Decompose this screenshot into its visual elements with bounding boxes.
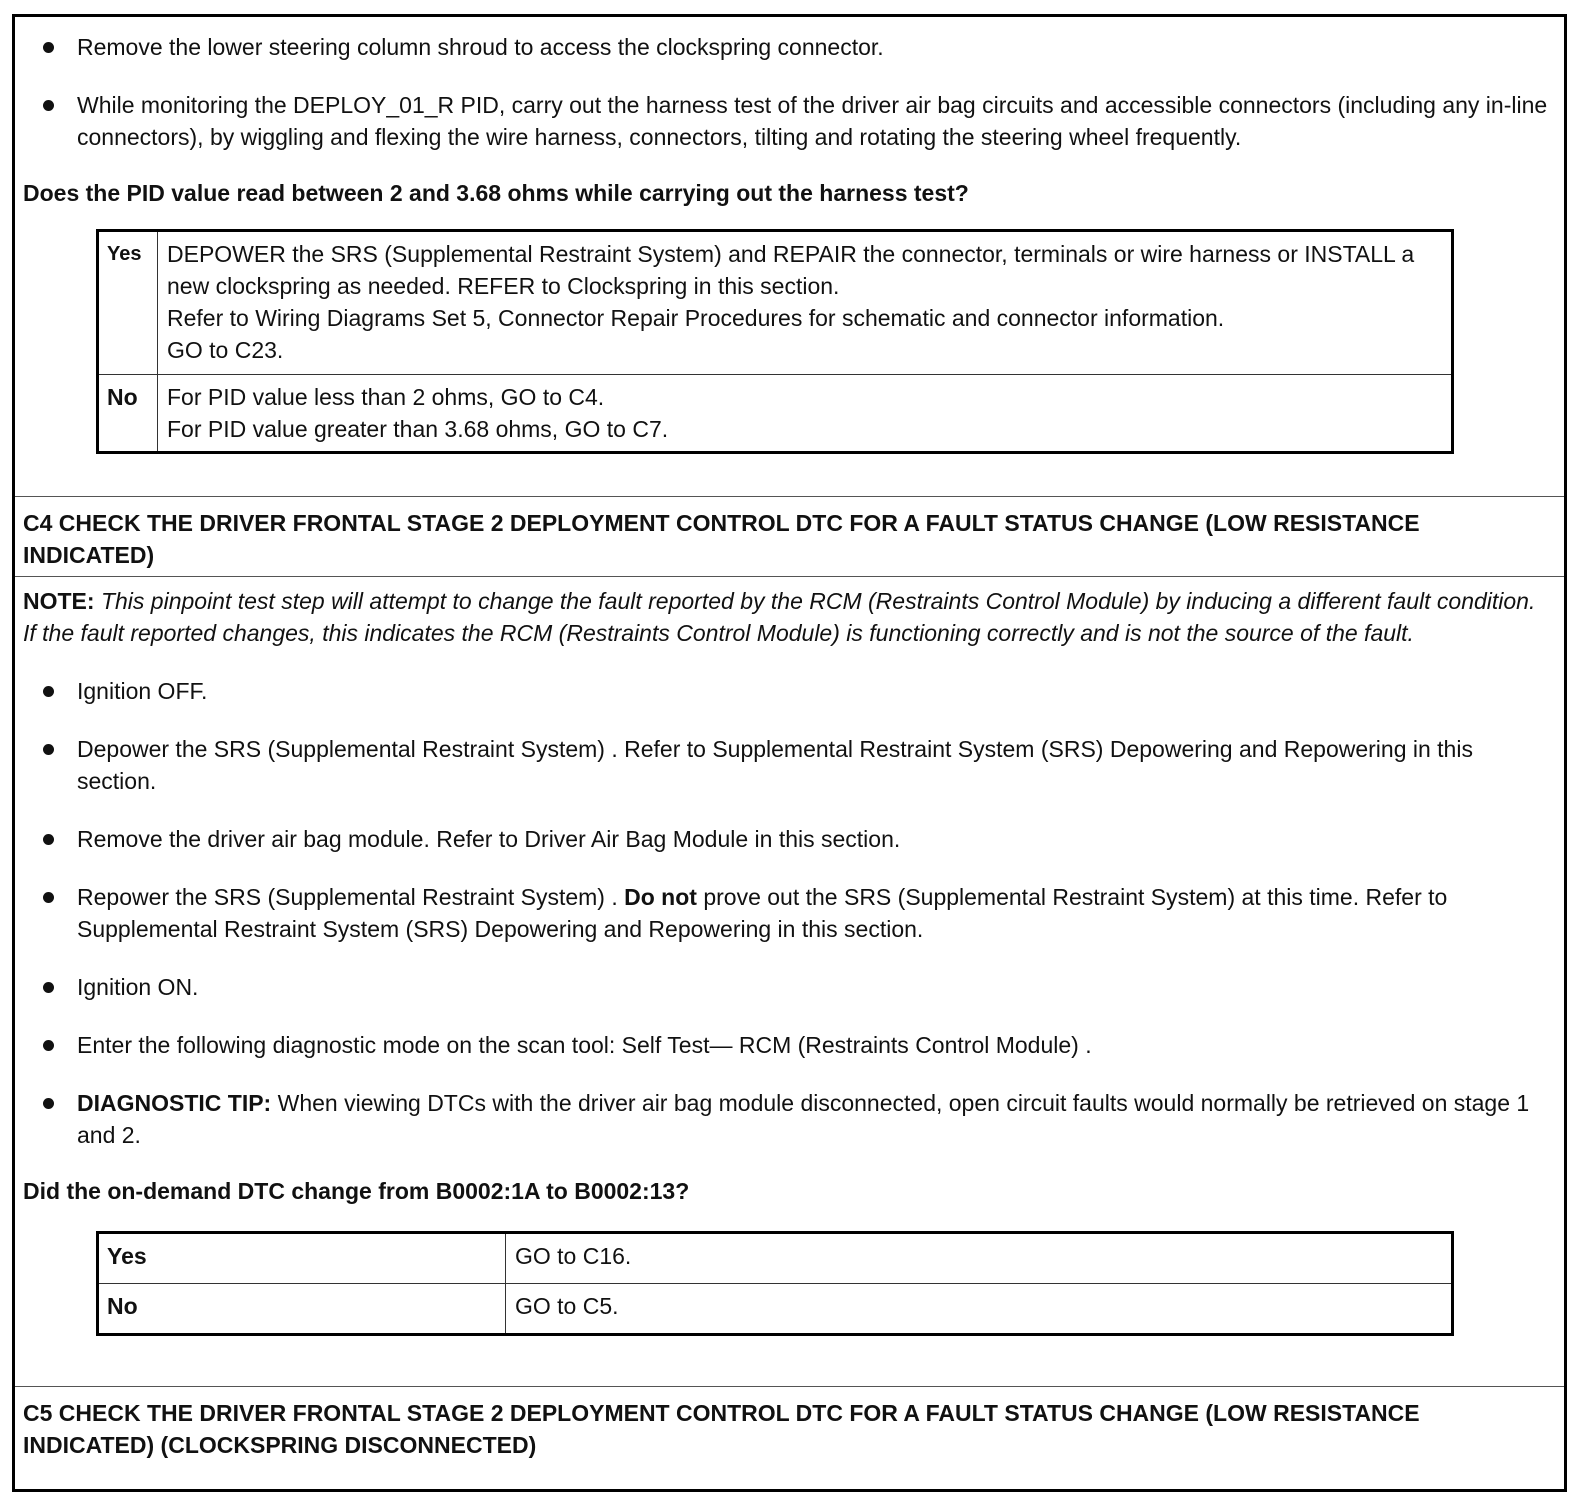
step-repower-srs	[15, 881, 1564, 945]
answer-no-label: No	[98, 375, 158, 453]
yes-line-wiring: Refer to Wiring Diagrams Set 5, Connector Repair Procedures for schematic and connector information.	[167, 305, 1225, 331]
answer-yes-label: Yes	[98, 1233, 506, 1284]
step-remove-airbag: Remove the driver air bag module. Refer to Driver Air Bag Module in this section.	[15, 823, 1564, 855]
no-line-greater: For PID value greater than 3.68 ohms, GO to C7.	[167, 416, 669, 442]
tip-label: DIAGNOSTIC TIP:	[77, 1090, 272, 1116]
yes-line-goto: GO to C23.	[167, 337, 284, 363]
repower-text-bold: Do not	[624, 884, 697, 910]
answer-yes-value: GO to C16.	[506, 1233, 1453, 1284]
section-c4-body	[15, 577, 1564, 1387]
no-line-less: For PID value less than 2 ohms, GO to C4.	[167, 384, 605, 410]
section-c3-continued	[15, 17, 1564, 497]
step-depower-srs: Depower the SRS (Supplemental Restraint System) . Refer to Supplemental Restraint System (SRS) Depowering and Repowering in this section.	[15, 733, 1564, 797]
question-dtc-change: Did the on-demand DTC change from B0002:1A to B0002:13?	[23, 1178, 690, 1204]
yes-line-repair: DEPOWER the SRS (Supplemental Restraint System) and REPAIR the connector, terminals or wire harness or INSTALL a new clockspring as needed. REFER to Clockspring in this section.	[167, 241, 1415, 299]
step-diagnostic-tip	[15, 1087, 1564, 1151]
repower-text-pre: Repower the SRS (Supplemental Restraint System) .	[77, 884, 625, 910]
note-label: NOTE:	[23, 588, 95, 614]
question-pid-value: Does the PID value read between 2 and 3.68 ohms while carrying out the harness test?	[23, 180, 969, 206]
heading-c4: C4 CHECK THE DRIVER FRONTAL STAGE 2 DEPLOYMENT CONTROL DTC FOR A FAULT STATUS CHANGE (LOW RESISTANCE INDICATED)	[15, 497, 1564, 577]
table-row-no	[98, 375, 1453, 453]
note-text: This pinpoint test step will attempt to change the fault reported by the RCM (Restraints Control Module) by inducing a different fault condition. If the fault reported changes, this indicates the RCM (Restraints Control Module) is functioning correctly and is not the source of the fault.	[23, 588, 1536, 646]
answer-no-value	[158, 375, 1453, 453]
table-row-yes	[98, 231, 1453, 375]
answer-yes-value	[158, 231, 1453, 375]
answer-table-c3	[96, 229, 1454, 454]
step-harness-test: While monitoring the DEPLOY_01_R PID, carry out the harness test of the driver air bag circuits and accessible connectors (including any in-line connectors), by wiggling and flexing the wire harness, connectors, tilting and rotating the steering wheel frequently.	[15, 89, 1564, 153]
answer-table-c4	[96, 1231, 1454, 1336]
heading-c5: C5 CHECK THE DRIVER FRONTAL STAGE 2 DEPLOYMENT CONTROL DTC FOR A FAULT STATUS CHANGE (LOW RESISTANCE INDICATED) (CLOCKSPRING DISCONNECTED)	[23, 1400, 1420, 1458]
step-remove-shroud: Remove the lower steering column shroud to access the clockspring connector.	[15, 31, 1564, 63]
table-row-yes	[98, 1233, 1453, 1284]
procedure-frame	[12, 14, 1567, 1492]
table-row-no	[98, 1284, 1453, 1335]
step-self-test: Enter the following diagnostic mode on the scan tool: Self Test— RCM (Restraints Control Module) .	[15, 1029, 1564, 1061]
answer-no-label: No	[98, 1284, 506, 1335]
tip-text: When viewing DTCs with the driver air bag module disconnected, open circuit faults would normally be retrieved on stage 1 and 2.	[77, 1090, 1530, 1148]
step-ignition-on: Ignition ON.	[15, 971, 1564, 1003]
answer-yes-label: Yes	[98, 231, 158, 375]
answer-no-value: GO to C5.	[506, 1284, 1453, 1335]
note-block	[15, 577, 1564, 649]
step-ignition-off: Ignition OFF.	[15, 675, 1564, 707]
repower-text-post: prove out the SRS (Supplemental Restraint System) at this time. Refer to Supplemental Restraint System (SRS) Depowering and Repowering in this section.	[77, 884, 1448, 942]
